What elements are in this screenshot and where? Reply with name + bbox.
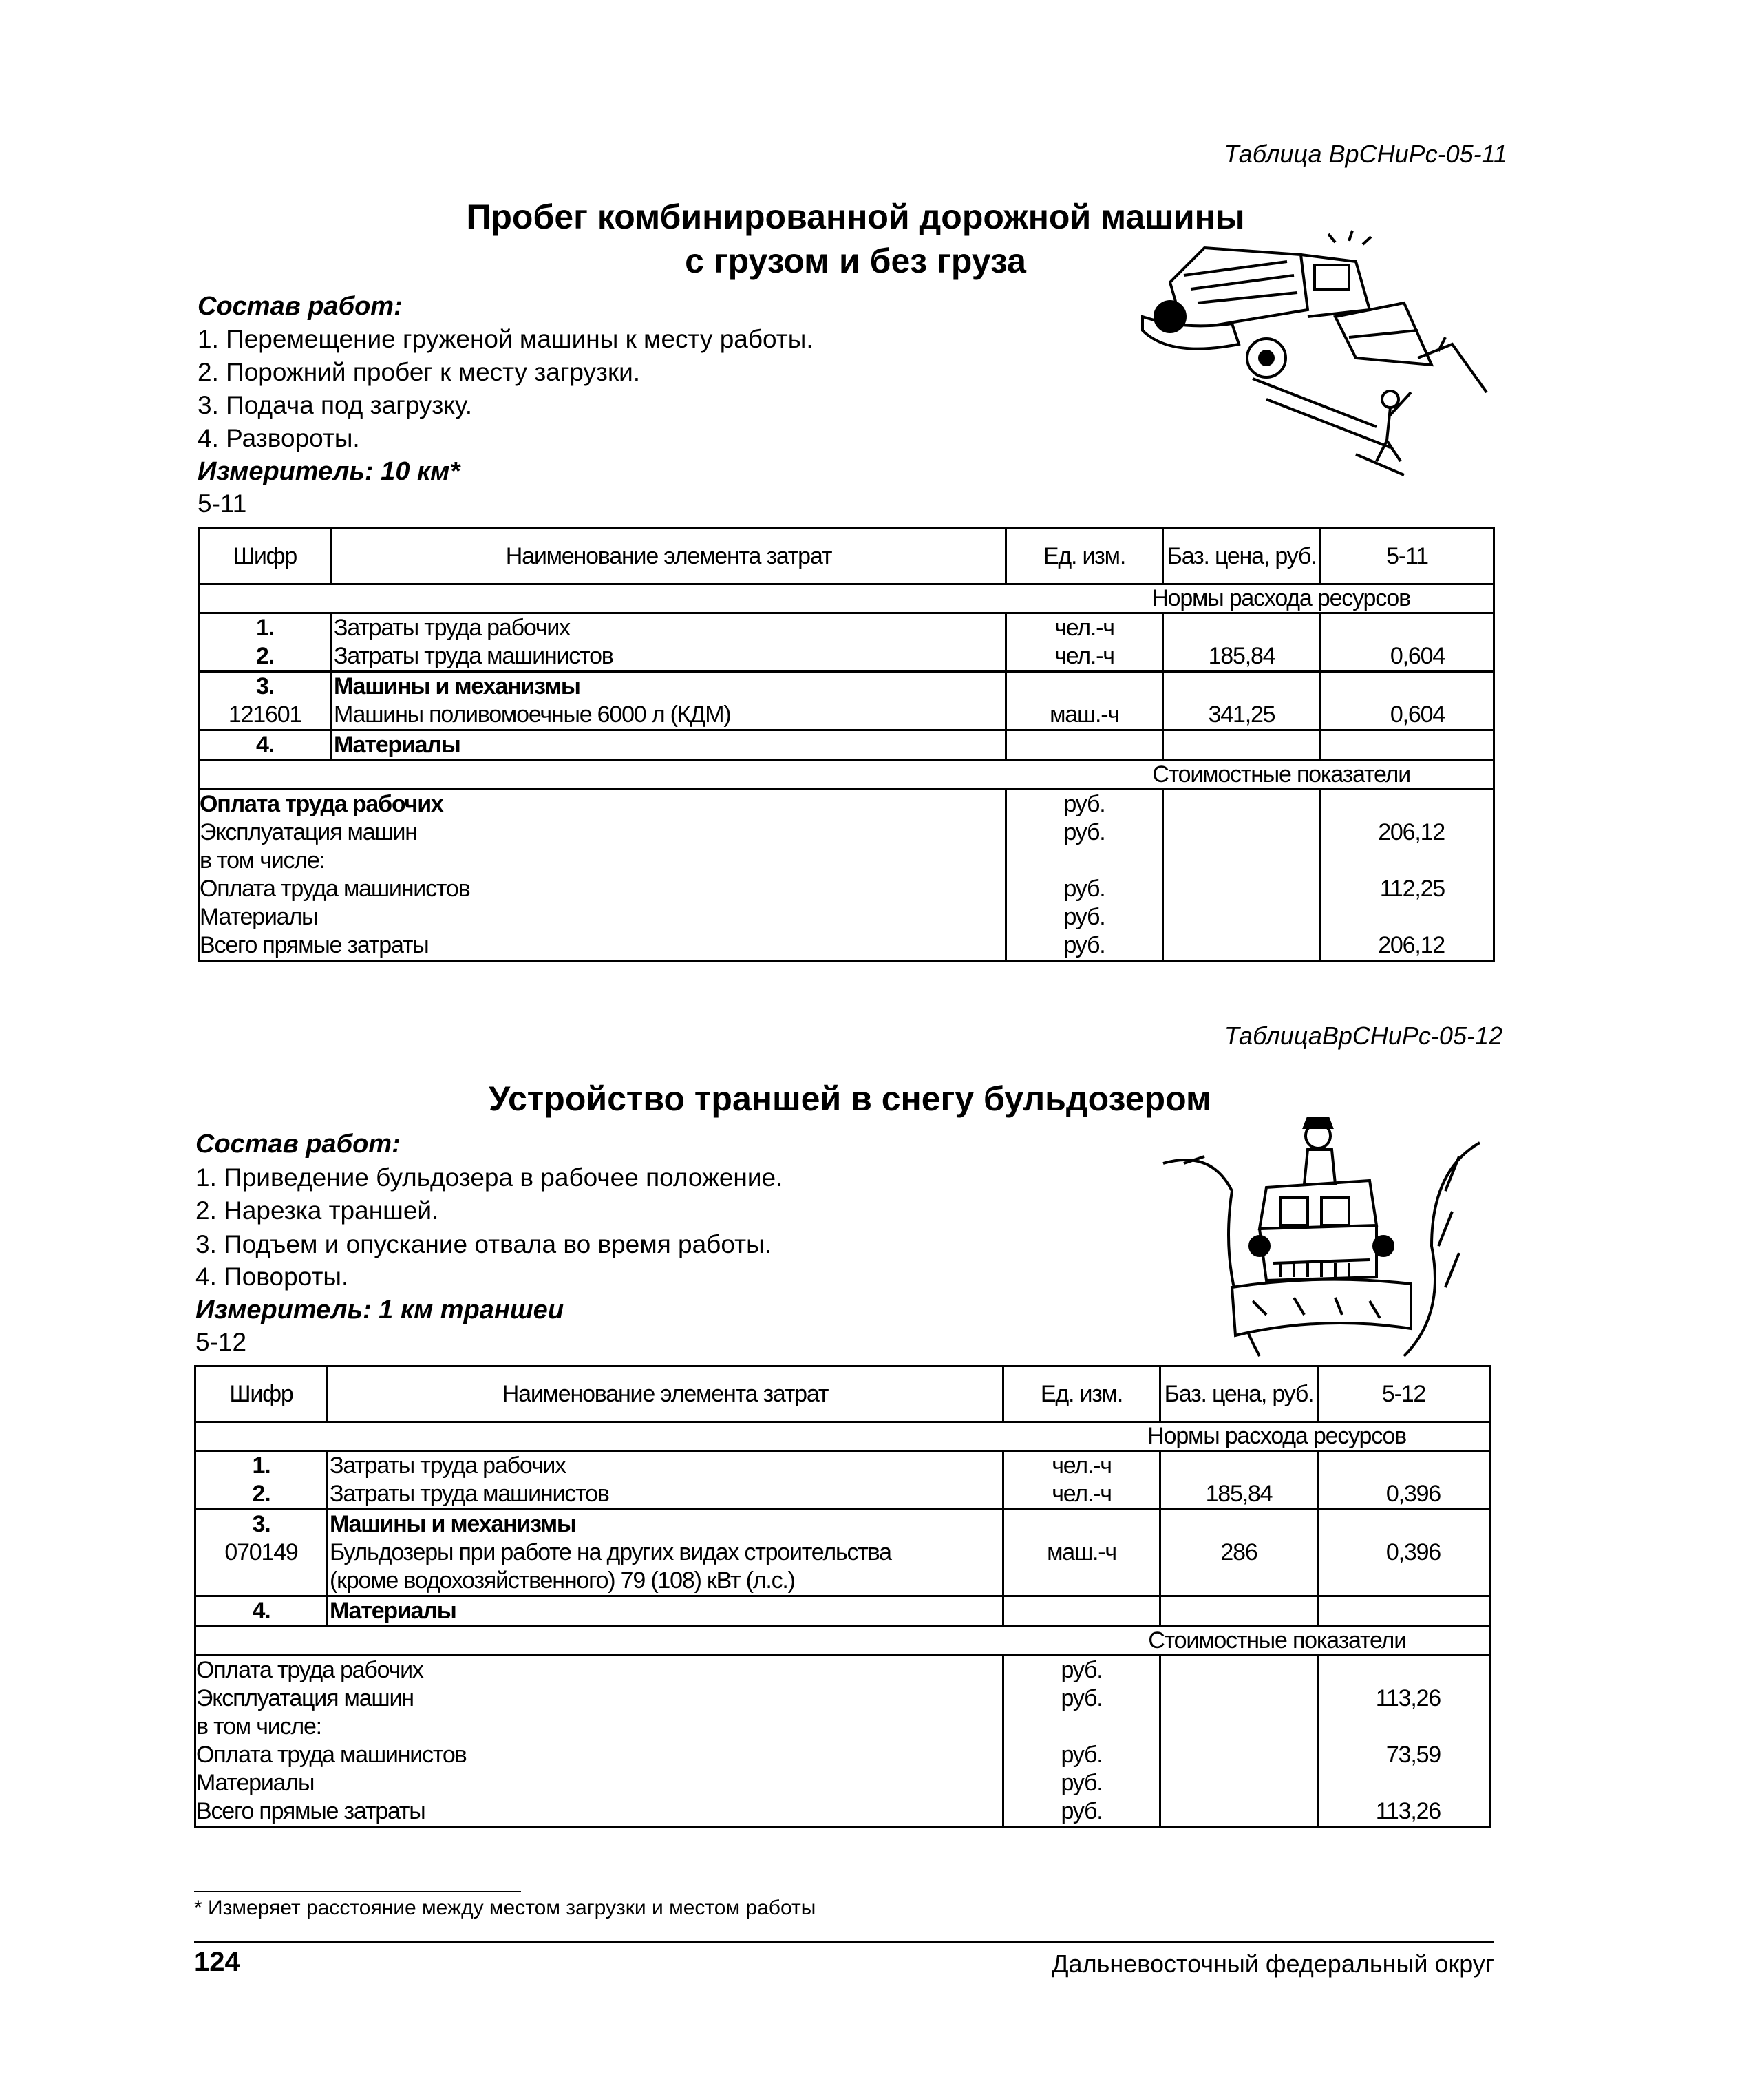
cost-unit: руб. — [1063, 876, 1105, 902]
measure-unit: Измеритель: 1 км траншеи — [195, 1296, 564, 1324]
cost-labels-cell — [199, 790, 1006, 961]
cell-value — [1319, 1597, 1489, 1625]
cell-value-cell — [1318, 1596, 1490, 1627]
header-name: Наименование элемента затрат — [332, 528, 1006, 584]
region-name: Дальневосточный федеральный округ — [1052, 1950, 1494, 1978]
table-row — [199, 613, 1494, 672]
cell-price-cell — [1160, 1596, 1318, 1627]
work-item: 4. Повороты. — [195, 1263, 349, 1291]
work-item: 1. Приведение бульдозера в рабочее положение. — [195, 1163, 783, 1192]
cell-price: 185,84 — [1205, 1481, 1273, 1507]
cell-unit — [1007, 731, 1162, 759]
footnote-divider — [194, 1891, 521, 1892]
cost-price — [1164, 790, 1319, 818]
cell-name: Материалы — [330, 1598, 456, 1624]
cell-name: Бульдозеры при работе на других видах строительства — [330, 1539, 891, 1565]
table-label: Таблица ВрСНиРс-05-11 — [1224, 140, 1507, 168]
cell-code: 4. — [252, 1598, 270, 1624]
cell-code: 2. — [252, 1481, 270, 1507]
measure-unit: Измеритель: 10 км* — [198, 457, 460, 486]
cost-price — [1164, 818, 1319, 847]
cell-unit — [1004, 1510, 1159, 1539]
cell-price — [1161, 1597, 1317, 1625]
section-title: Устройство траншей в снегу бульдозером — [489, 1079, 1211, 1118]
bulldozer-illustration — [1156, 1108, 1487, 1363]
cell-price — [1164, 673, 1319, 701]
cell-unit-cell — [1006, 613, 1163, 672]
cost-value — [1319, 1656, 1489, 1684]
cell-price-cell — [1163, 730, 1321, 761]
cell-unit: маш.-ч — [1047, 1539, 1116, 1565]
cell-name-cell — [332, 613, 1006, 672]
cost-value: 113,26 — [1375, 1685, 1441, 1711]
cost-price — [1161, 1797, 1317, 1826]
cell-price — [1161, 1510, 1317, 1539]
cost-value — [1321, 903, 1493, 931]
cell-code: 070149 — [224, 1539, 298, 1565]
cost-price — [1161, 1656, 1317, 1684]
cell-name: Затраты труда машинистов — [330, 1481, 609, 1507]
cell-name: Машины и механизмы — [330, 1511, 576, 1537]
cell-code-cell — [199, 730, 332, 761]
cell-value: 0,396 — [1385, 1539, 1441, 1565]
cost-unit: руб. — [1061, 1685, 1103, 1711]
header-price: Баз. цена, руб. — [1163, 528, 1321, 584]
table-row — [195, 1596, 1490, 1627]
cost-price — [1164, 847, 1319, 875]
cell-value-cell — [1318, 1510, 1490, 1596]
cell-code: 4. — [256, 732, 274, 758]
cost-unit: руб. — [1061, 1742, 1103, 1768]
cost-label: Оплата труда машинистов — [196, 1742, 467, 1768]
table-label: ТаблицаВрСНиРс-05-12 — [1224, 1022, 1502, 1050]
cost-unit: руб. — [1061, 1657, 1103, 1683]
cell-unit: чел.-ч — [1054, 643, 1114, 669]
cell-price: 286 — [1220, 1539, 1257, 1565]
road-machine-illustration — [1129, 227, 1494, 482]
header-name: Наименование элемента затрат — [328, 1366, 1003, 1422]
cell-unit: чел.-ч — [1054, 615, 1114, 641]
header-code: Шифр — [195, 1366, 328, 1422]
cell-unit-cell — [1003, 1510, 1160, 1596]
cell-price-cell — [1163, 613, 1321, 672]
cost-labels-cell — [195, 1656, 1003, 1827]
cost-unit — [1004, 1713, 1159, 1741]
cost-section-label: Стоимостные показатели — [195, 1627, 1490, 1656]
cell-code: 3. — [252, 1511, 270, 1537]
cell-name-cell — [328, 1510, 1003, 1596]
cell-price: 185,84 — [1208, 643, 1275, 669]
cost-label: в том числе: — [196, 1713, 321, 1740]
work-item: 2. Нарезка траншей. — [195, 1196, 439, 1225]
cost-unit: руб. — [1061, 1770, 1103, 1796]
table-row — [195, 1451, 1490, 1510]
cell-unit-cell — [1003, 1596, 1160, 1627]
cell-name: Затраты труда рабочих — [330, 1453, 566, 1479]
cost-label: в том числе: — [200, 847, 325, 874]
work-heading: Состав работ: — [195, 1130, 401, 1159]
section-row — [195, 1422, 1490, 1451]
cell-code: 1. — [256, 615, 274, 641]
cost-units-cell — [1006, 790, 1163, 961]
cell-code: 1. — [252, 1453, 270, 1479]
cost-value: 112,25 — [1379, 876, 1445, 902]
header-price: Баз. цена, руб. — [1160, 1366, 1318, 1422]
cell-unit: маш.-ч — [1050, 701, 1119, 728]
page-number: 124 — [194, 1947, 240, 1977]
cell-code-cell — [199, 613, 332, 672]
cost-label: Оплата труда машинистов — [200, 876, 470, 902]
section-row — [199, 584, 1494, 613]
section-row — [199, 761, 1494, 790]
cost-price-cell — [1163, 790, 1321, 961]
cost-value — [1319, 1769, 1489, 1797]
cell-price-cell — [1160, 1510, 1318, 1596]
cell-price — [1161, 1452, 1317, 1480]
header-row — [199, 528, 1494, 584]
cost-value: 206,12 — [1378, 819, 1445, 845]
cost-label: Материалы — [200, 904, 318, 930]
cell-value-cell — [1321, 730, 1494, 761]
cost-value — [1321, 847, 1493, 875]
cost-label: Материалы — [196, 1770, 315, 1796]
cost-price — [1161, 1684, 1317, 1713]
cell-code — [196, 1567, 326, 1595]
section-title: Пробег комбинированной дорожной машины — [466, 198, 1245, 236]
header-unit: Ед. изм. — [1006, 528, 1163, 584]
cost-label: Оплата труда рабочих — [200, 791, 443, 817]
work-heading: Состав работ: — [198, 292, 403, 321]
cell-price-cell — [1163, 672, 1321, 730]
table-row — [199, 730, 1494, 761]
cost-price — [1164, 931, 1319, 960]
header-norm: 5-11 — [1321, 528, 1494, 584]
cell-code: 3. — [256, 673, 274, 699]
cost-price — [1164, 875, 1319, 903]
cell-unit-cell — [1006, 672, 1163, 730]
cell-unit — [1007, 673, 1162, 701]
cell-value: 0,604 — [1390, 643, 1445, 669]
cell-unit: чел.-ч — [1052, 1481, 1112, 1507]
norm-code: 5-11 — [198, 489, 247, 518]
cell-code-cell — [195, 1510, 328, 1596]
cell-code-cell — [199, 672, 332, 730]
cost-block — [195, 1656, 1490, 1827]
cell-unit: чел.-ч — [1052, 1453, 1112, 1479]
header-norm: 5-12 — [1318, 1366, 1490, 1422]
cost-value: 113,26 — [1375, 1798, 1441, 1824]
cost-unit: руб. — [1063, 904, 1105, 930]
norms-table-5-11 — [198, 527, 1495, 962]
cell-unit — [1004, 1597, 1159, 1625]
cell-value-cell — [1318, 1451, 1490, 1510]
cell-price — [1164, 614, 1319, 642]
cost-value — [1319, 1713, 1489, 1741]
cell-code-cell — [195, 1451, 328, 1510]
cell-name: Машины поливомоечные 6000 л (КДМ) — [334, 701, 731, 728]
cell-code-cell — [195, 1596, 328, 1627]
cost-block — [199, 790, 1494, 961]
cell-value — [1319, 1452, 1489, 1480]
cell-name: Материалы — [334, 732, 460, 758]
cost-units-cell — [1003, 1656, 1160, 1827]
cell-value — [1319, 1567, 1489, 1595]
norms-section-label: Нормы расхода ресурсов — [199, 584, 1494, 613]
cell-name-cell — [332, 672, 1006, 730]
header-row — [195, 1366, 1490, 1422]
cost-value: 73,59 — [1385, 1742, 1441, 1768]
norm-code: 5-12 — [195, 1328, 247, 1356]
cell-price: 341,25 — [1208, 701, 1275, 728]
cell-name: Машины и механизмы — [334, 673, 580, 699]
cost-price-cell — [1160, 1656, 1318, 1827]
cell-name-cell — [328, 1451, 1003, 1510]
cell-name-cell — [328, 1596, 1003, 1627]
footer-rule — [194, 1941, 1494, 1943]
cell-code: 2. — [256, 643, 274, 669]
work-item: 4. Развороты. — [198, 424, 360, 452]
cell-value — [1319, 1510, 1489, 1539]
cost-label: Эксплуатация машин — [200, 819, 417, 845]
cell-name: Затраты труда рабочих — [334, 615, 570, 641]
cell-value — [1321, 614, 1493, 642]
cost-unit: руб. — [1063, 791, 1105, 817]
cost-price — [1164, 903, 1319, 931]
cost-unit: руб. — [1063, 819, 1105, 845]
cost-price — [1161, 1741, 1317, 1769]
cost-values-cell — [1318, 1656, 1490, 1827]
cell-value — [1321, 673, 1493, 701]
cell-price — [1164, 731, 1319, 759]
cost-label: Всего прямые затраты — [196, 1798, 425, 1824]
norms-section-label: Нормы расхода ресурсов — [195, 1422, 1490, 1451]
work-item: 2. Порожний пробег к месту загрузки. — [198, 358, 641, 386]
cell-code: 121601 — [228, 701, 302, 728]
work-item: 1. Перемещение груженой машины к месту работы. — [198, 325, 814, 353]
cost-unit: руб. — [1063, 932, 1105, 958]
header-unit: Ед. изм. — [1003, 1366, 1160, 1422]
cost-price — [1161, 1769, 1317, 1797]
cost-price — [1161, 1713, 1317, 1741]
cost-label: Всего прямые затраты — [200, 932, 429, 958]
cell-name: Затраты труда машинистов — [334, 643, 613, 669]
cell-unit — [1004, 1567, 1159, 1595]
cell-unit-cell — [1006, 730, 1163, 761]
cell-value: 0,604 — [1390, 701, 1445, 728]
cost-label: Оплата труда рабочих — [196, 1657, 423, 1683]
section-row — [195, 1627, 1490, 1656]
cell-price — [1161, 1567, 1317, 1595]
cell-name: (кроме водохозяйственного) 79 (108) кВт (л.с.) — [330, 1567, 795, 1594]
cell-name-cell — [332, 730, 1006, 761]
cell-value — [1321, 731, 1493, 759]
cell-value: 0,396 — [1385, 1481, 1441, 1507]
table-row — [199, 672, 1494, 730]
cell-price-cell — [1160, 1451, 1318, 1510]
section-title-line2: с грузом и без груза — [685, 242, 1026, 280]
cost-unit — [1007, 847, 1162, 875]
footnote: * Измеряет расстояние между местом загрузки и местом работы — [194, 1897, 816, 1919]
cost-value: 206,12 — [1378, 932, 1445, 958]
table-row — [195, 1510, 1490, 1596]
work-item: 3. Подача под загрузку. — [198, 391, 472, 419]
work-item: 3. Подъем и опускание отвала во время работы. — [195, 1230, 772, 1258]
header-code: Шифр — [199, 528, 332, 584]
cell-value-cell — [1321, 672, 1494, 730]
cell-value-cell — [1321, 613, 1494, 672]
cost-unit: руб. — [1061, 1798, 1103, 1824]
norms-table-5-12 — [194, 1365, 1491, 1828]
cell-unit-cell — [1003, 1451, 1160, 1510]
cost-values-cell — [1321, 790, 1494, 961]
cost-value — [1321, 790, 1493, 818]
cost-section-label: Стоимостные показатели — [199, 761, 1494, 790]
cost-label: Эксплуатация машин — [196, 1685, 414, 1711]
